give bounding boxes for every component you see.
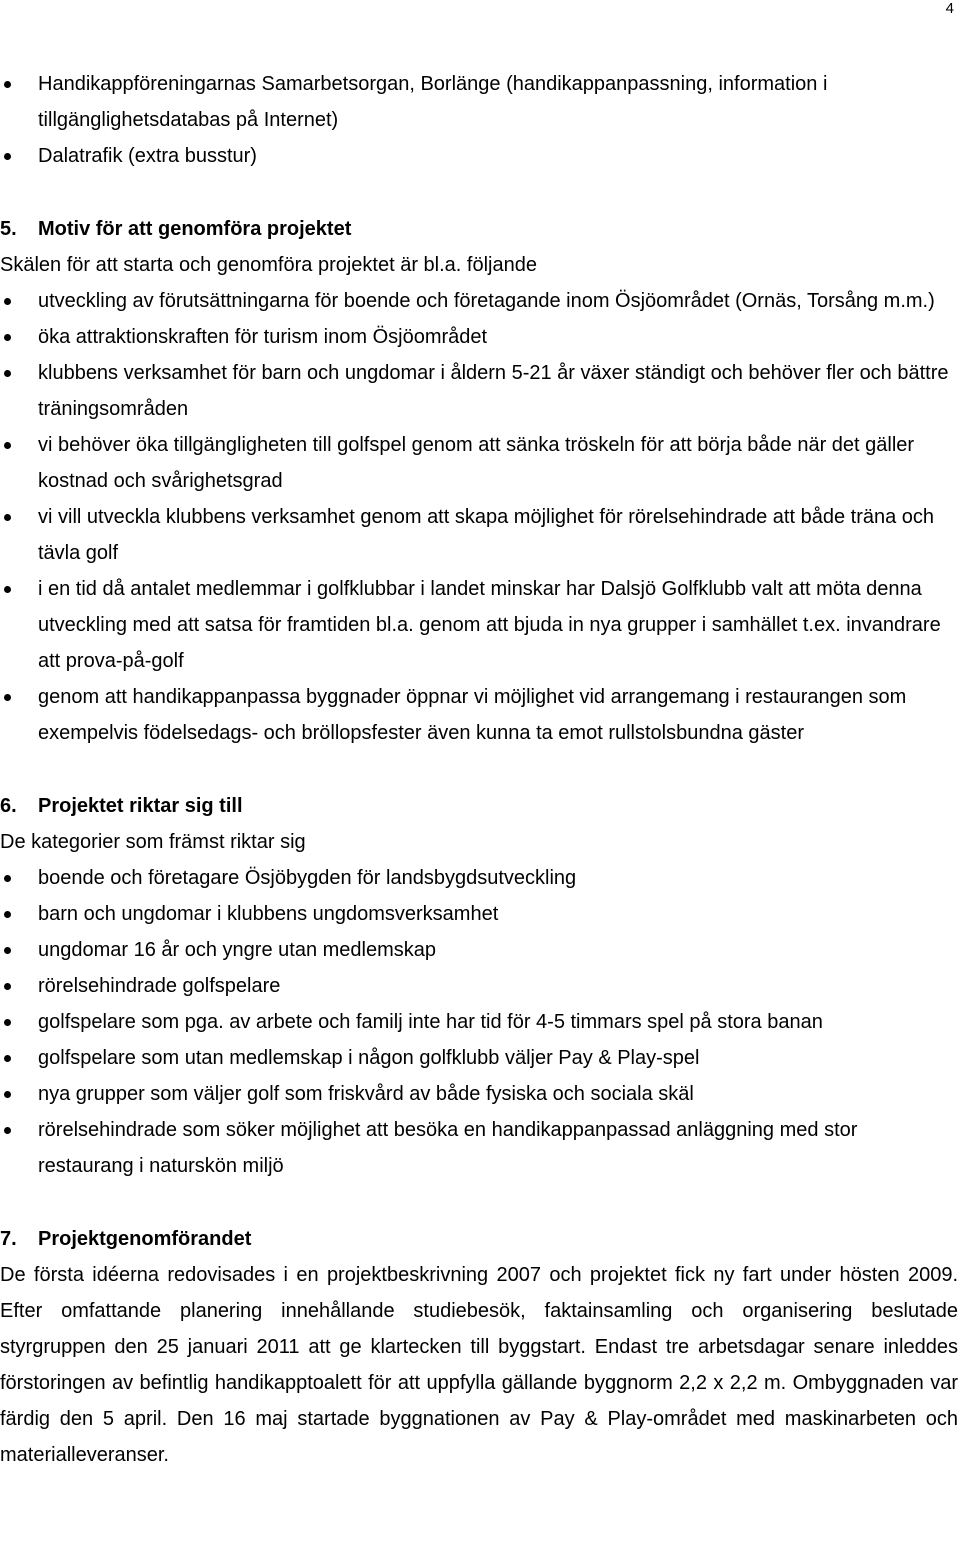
section-6-heading: [0, 788, 958, 824]
section-title: Motiv för att genomföra projektet: [38, 218, 352, 240]
section-5-bullet-list: [0, 283, 958, 751]
list-item: golfspelare som utan medlemskap i någon golfklubb väljer Pay & Play-spel: [0, 1040, 958, 1076]
list-item: i en tid då antalet medlemmar i golfklubbar i landet minskar har Dalsjö Golfklubb valt att möta denna utveckling med att satsa för framtiden bl.a. genom att bjuda in nya grupper i samhället t.ex. invandrare att prova-på-golf: [0, 571, 958, 679]
section-7-body: De första idéerna redovisades i en projektbeskrivning 2007 och projektet fick ny fart under hösten 2009. Efter omfattande planering innehållande studiebesök, faktainsamling och organisering beslutade styrgruppen den 25 januari 2011 att ge klartecken till byggstart. Endast tre arbetsdagar senare inleddes förstoringen av befintlig handikapptoalett för att uppfylla gällande byggnorm 2,2 x 2,2 m. Ombyggnaden var färdig den 5 april. Den 16 maj startade byggnationen av Pay & Play-området med maskinarbeten och materialleveranser.: [0, 1264, 958, 1466]
section-number: 6.: [0, 795, 17, 817]
list-item: vi vill utveckla klubbens verksamhet genom att skapa möjlighet för rörelsehindrade att både träna och tävla golf: [0, 499, 958, 571]
list-item: klubbens verksamhet för barn och ungdomar i åldern 5-21 år växer ständigt och behöver fler och bättre träningsområden: [0, 355, 958, 427]
section-number: 7.: [0, 1228, 17, 1250]
page-number: 4: [945, 0, 954, 17]
section-number: 5.: [0, 218, 17, 240]
list-item: öka attraktionskraften för turism inom Ösjöområdet: [0, 319, 958, 355]
section-title: Projektet riktar sig till: [38, 795, 243, 817]
list-item: rörelsehindrade som söker möjlighet att besöka en handikappanpassad anläggning med stor restaurang i naturskön miljö: [0, 1112, 958, 1184]
list-item: ungdomar 16 år och yngre utan medlemskap: [0, 932, 958, 968]
list-item: vi behöver öka tillgängligheten till golfspel genom att sänka tröskeln för att börja både när det gäller kostnad och svårighetsgrad: [0, 427, 958, 499]
list-item: Dalatrafik (extra busstur): [0, 138, 958, 174]
page-content: [0, 66, 958, 1473]
intro-bullet-list: [0, 66, 958, 174]
section-title: Projektgenomförandet: [38, 1228, 252, 1250]
list-item: rörelsehindrade golfspelare: [0, 968, 958, 1004]
section-7-heading: [0, 1221, 958, 1257]
list-item: golfspelare som pga. av arbete och familj inte har tid för 4-5 timmars spel på stora banan: [0, 1004, 958, 1040]
section-6-intro: De kategorier som främst riktar sig: [0, 831, 306, 853]
section-5-intro: Skälen för att starta och genomföra projektet är bl.a. följande: [0, 254, 537, 276]
list-item: genom att handikappanpassa byggnader öppnar vi möjlighet vid arrangemang i restaurangen som exempelvis födelsedags- och bröllopsfester även kunna ta emot rullstolsbundna gäster: [0, 679, 958, 751]
section-5-heading: [0, 211, 958, 247]
list-item: Handikappföreningarnas Samarbetsorgan, Borlänge (handikappanpassning, information i tillgänglighetsdatabas på Internet): [0, 66, 958, 138]
list-item: barn och ungdomar i klubbens ungdomsverksamhet: [0, 896, 958, 932]
list-item: boende och företagare Ösjöbygden för landsbygdsutveckling: [0, 860, 958, 896]
list-item: nya grupper som väljer golf som friskvård av både fysiska och sociala skäl: [0, 1076, 958, 1112]
section-6-bullet-list: [0, 860, 958, 1184]
list-item: utveckling av förutsättningarna för boende och företagande inom Ösjöområdet (Ornäs, Torsång m.m.): [0, 283, 958, 319]
